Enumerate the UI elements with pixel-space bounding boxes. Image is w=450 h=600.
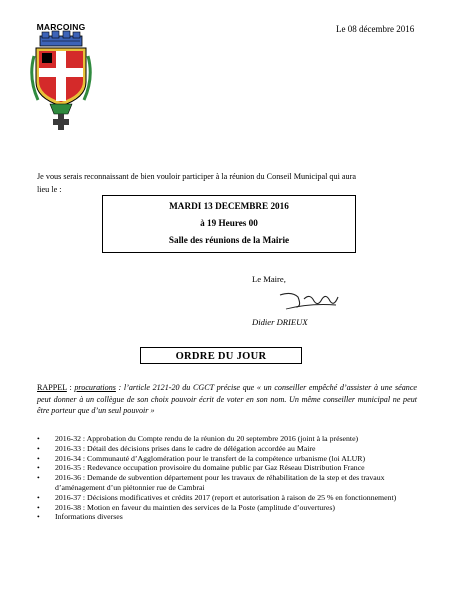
meeting-details-box [102,195,356,253]
meeting-date: MARDI 13 DECEMBRE 2016 [169,201,289,211]
invitation-line-2: lieu le : [37,185,62,194]
list-item: • Informations diverses [37,512,421,522]
crest-title: MARCOING [36,22,86,32]
list-item: • 2016-37 : Décisions modificatives et crédits 2017 (report et autorisation à raison de 25 % en fonctionnement) [37,493,421,503]
list-item: • 2016-32 : Approbation du Compte rendu de la réunion du 20 septembre 2016 (joint à la présente) [37,434,421,444]
invitation-line-1: Je vous serais reconnaissant de bien vouloir participer à la réunion du Conseil Municipal qui aura [37,172,356,181]
rappel-label: RAPPEL [37,383,67,392]
rappel-procurations: procurations [74,383,116,392]
handwritten-signature [276,285,340,311]
mayor-name: Didier DRIEUX [252,317,308,327]
rappel-colon: : [66,383,75,392]
invitation-text [37,170,417,196]
letter-date: Le 08 décembre 2016 [336,24,415,34]
list-item: • 2016-34 : Communauté d’Agglomération pour le transfert de la compétence urbanisme (loi ALUR) [37,454,421,464]
agenda-title: ORDRE DU JOUR [140,347,302,364]
signature-label: Le Maire, [252,274,286,284]
coat-of-arms-icon [28,22,94,132]
list-item: • 2016-36 : Demande de subvention département pour les travaux de réhabilitation de la step et des travaux d’aménagement d’un piétonnier rue de Cambrai [37,473,421,493]
list-item: • 2016-35 : Redevance occupation provisoire du domaine public par Gaz Réseau Distribution France [37,463,421,473]
rappel-paragraph [37,382,417,417]
meeting-place: Salle des réunions de la Mairie [168,235,290,245]
list-item: • 2016-38 : Motion en faveur du maintien des services de la Poste (amplitude d’ouvertures) [37,503,421,513]
rappel-text: : l’article 2121-20 du CGCT précise que « un conseiller empêché d’assister à une séance peut donner à un collègue de son choix pouvoir écrit de voter en son nom. Un même conseiller municipal ne peut être porteur que d’un seul pouvoir » [37,383,417,415]
town-crest [28,22,94,132]
agenda-list [37,434,421,522]
list-item: • 2016-33 : Détail des décisions prises dans le cadre de délégation accordée au Maire [37,444,421,454]
meeting-time: à 19 Heures 00 [200,218,258,228]
